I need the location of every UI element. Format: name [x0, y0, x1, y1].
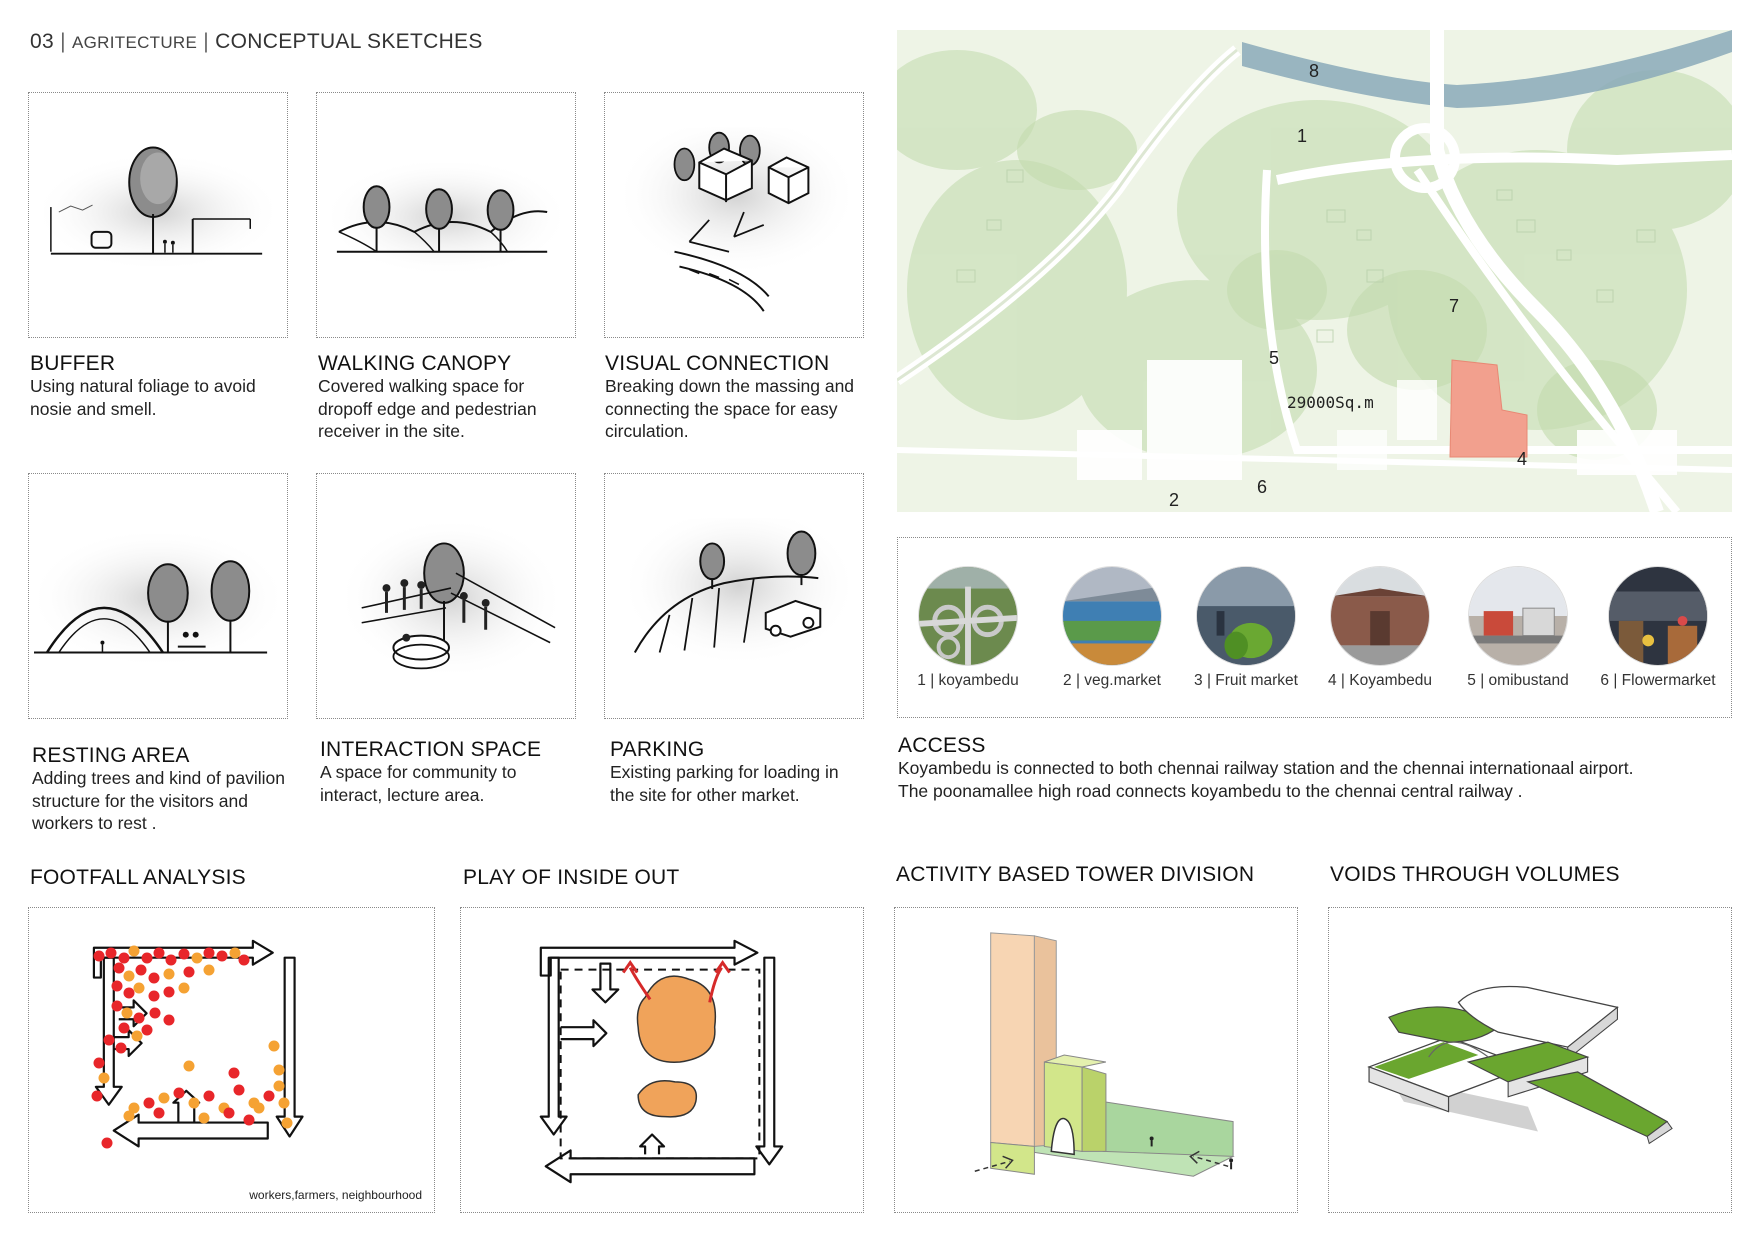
parking-illustration [605, 474, 863, 718]
visual-connection-title: VISUAL CONNECTION [605, 352, 830, 375]
bus-stand-photo-art [1469, 567, 1567, 665]
footfall-dot [129, 946, 140, 957]
footfall-dot [114, 963, 125, 974]
footfall-dot [119, 953, 130, 964]
access-photos-panel [897, 537, 1732, 718]
map-marker-8: 8 [1309, 61, 1320, 81]
buffer-description: Using natural foliage to avoid nosie and smell. [30, 376, 256, 419]
footfall-dot [94, 951, 105, 962]
walking-canopy-illustration [317, 93, 575, 337]
footfall-dot [234, 1085, 245, 1096]
voids-volumes-diagram [1328, 907, 1732, 1213]
page-header [30, 30, 483, 54]
site-map [897, 30, 1732, 512]
footfall-dot [239, 955, 250, 966]
parking-title: PARKING [610, 738, 705, 761]
interaction-space-sketch [316, 473, 576, 719]
footfall-dot [204, 1091, 215, 1102]
voids-through-volumes-title: VOIDS THROUGH VOLUMES [1330, 863, 1620, 886]
photo-caption-2: 2 | veg.market [1063, 672, 1161, 689]
footfall-dot [104, 1035, 115, 1046]
footfall-dot [159, 1093, 170, 1104]
tower-division-title: ACTIVITY BASED TOWER DIVISION [896, 863, 1255, 886]
map-marker-6: 6 [1257, 477, 1268, 497]
fruit-market-photo-art [1197, 567, 1295, 665]
footfall-dot [166, 955, 177, 966]
separator: | [60, 30, 72, 53]
footfall-dot [150, 1008, 161, 1019]
footfall-dot [204, 965, 215, 976]
tower-division-illustration [895, 908, 1297, 1212]
interchange-photo [918, 566, 1018, 666]
photo-caption-6: 6 | Flowermarket [1600, 672, 1716, 689]
footfall-dot [124, 988, 135, 999]
footfall-dot [204, 948, 215, 959]
flower-market-photo-art [1609, 567, 1707, 665]
footfall-dot [142, 953, 153, 964]
resting-area-title: RESTING AREA [32, 744, 190, 767]
footfall-dot [142, 1025, 153, 1036]
station-photo-art [1331, 567, 1429, 665]
buffer-illustration [29, 93, 287, 337]
footfall-dot [116, 1043, 127, 1054]
map-marker-4: 4 [1517, 449, 1528, 469]
photo-caption-4: 4 | Koyambedu [1328, 672, 1432, 689]
footfall-dot [217, 951, 228, 962]
inside-out-illustration [461, 908, 863, 1212]
footfall-dot [279, 1098, 290, 1109]
vegetable-market-photo [1062, 566, 1162, 666]
interaction-space-title: INTERACTION SPACE [320, 738, 542, 761]
footfall-dot [112, 981, 123, 992]
resting-area-description: Adding trees and kind of pavilion structure for the visitors and workers to rest . [32, 768, 285, 833]
footfall-dot [184, 967, 195, 978]
footfall-dot [192, 953, 203, 964]
footfall-dot [132, 1031, 143, 1042]
map-marker-2: 2 [1169, 490, 1180, 510]
footfall-dot [149, 973, 160, 984]
footfall-dot [124, 971, 135, 982]
access-description-line-2: The poonamallee high road connects koyambedu to the chennai central railway . [898, 781, 1523, 801]
map-marker-1: 1 [1297, 126, 1308, 146]
access-title: ACCESS [898, 734, 986, 757]
access-description-line-1: Koyambedu is connected to both chennai railway station and the chennai internationaal airport. [898, 758, 1634, 778]
footfall-dot [274, 1065, 285, 1076]
footfall-dot [92, 1091, 103, 1102]
parking-sketch [604, 473, 864, 719]
footfall-dot [164, 1015, 175, 1026]
brand-name: AGRITECTURE [72, 33, 198, 52]
footfall-dot [94, 1058, 105, 1069]
footfall-dot [199, 1113, 210, 1124]
site-map-drawing [897, 30, 1732, 512]
photo-caption-5: 5 | omibustand [1467, 672, 1569, 689]
footfall-note: workers,farmers, neighbourhood [249, 1188, 422, 1202]
interchange-photo-art [919, 567, 1017, 665]
footfall-dot [264, 1091, 275, 1102]
footfall-dot [244, 1115, 255, 1126]
buffer-title: BUFFER [30, 352, 116, 375]
resting-area-illustration [29, 474, 287, 718]
footfall-dot [134, 1013, 145, 1024]
footfall-dot [122, 1008, 133, 1019]
footfall-dot [164, 969, 175, 980]
photo-caption-1: 1 | koyambedu [917, 672, 1019, 689]
walking-canopy-description: Covered walking space for dropoff edge and pedestrian receiver in the site. [318, 376, 537, 441]
footfall-dot [154, 1108, 165, 1119]
footfall-dot [184, 1061, 195, 1072]
footfall-dot [106, 948, 117, 959]
walking-canopy-sketch [316, 92, 576, 338]
interaction-space-illustration [317, 474, 575, 718]
map-marker-7: 7 [1449, 296, 1460, 316]
footfall-dot [149, 991, 160, 1002]
footfall-dot [224, 1108, 235, 1119]
separator: | [203, 30, 216, 53]
footfall-dot [144, 1098, 155, 1109]
footfall-dot [230, 948, 241, 959]
tower-division-diagram [894, 907, 1298, 1213]
footfall-dot [274, 1081, 285, 1092]
section-title: CONCEPTUAL SKETCHES [215, 30, 483, 53]
walking-canopy-title: WALKING CANOPY [318, 352, 512, 375]
visual-connection-illustration [605, 93, 863, 337]
footfall-dot [112, 1001, 123, 1012]
footfall-dot [134, 983, 145, 994]
footfall-dot [229, 1068, 240, 1079]
footfall-dot [164, 987, 175, 998]
footfall-dot [282, 1118, 293, 1129]
footfall-dot [102, 1138, 113, 1149]
voids-volumes-illustration [1329, 908, 1731, 1212]
inside-out-diagram [460, 907, 864, 1213]
play-of-inside-out-title: PLAY OF INSIDE OUT [463, 866, 680, 889]
section-number: 03 [30, 30, 54, 53]
flower-market-photo [1608, 566, 1708, 666]
buffer-sketch [28, 92, 288, 338]
vegetable-market-photo-art [1063, 567, 1161, 665]
bus-stand-photo [1468, 566, 1568, 666]
resting-area-sketch [28, 473, 288, 719]
footfall-dot [154, 948, 165, 959]
footfall-dot [269, 1041, 280, 1052]
footfall-analysis-title: FOOTFALL ANALYSIS [30, 866, 246, 889]
map-marker-5: 5 [1269, 348, 1280, 368]
footfall-dot [124, 1111, 135, 1122]
footfall-dots-layer [29, 908, 435, 1213]
photo-caption-3: 3 | Fruit market [1194, 672, 1298, 689]
footfall-dot [136, 965, 147, 976]
footfall-analysis-diagram [28, 907, 435, 1213]
site-area-label: 29000Sq.m [1287, 393, 1374, 412]
footfall-dot [179, 983, 190, 994]
interaction-space-description: A space for community to interact, lecture area. [320, 762, 517, 805]
footfall-dot [254, 1103, 265, 1114]
footfall-dot [99, 1073, 110, 1084]
fruit-market-photo [1196, 566, 1296, 666]
parking-description: Existing parking for loading in the site for other market. [610, 762, 839, 805]
visual-connection-description: Breaking down the massing and connecting the space for easy circulation. [605, 376, 855, 441]
footfall-dot [119, 1023, 130, 1034]
station-photo [1330, 566, 1430, 666]
footfall-dot [174, 1088, 185, 1099]
footfall-dot [179, 949, 190, 960]
visual-connection-sketch [604, 92, 864, 338]
footfall-dot [189, 1098, 200, 1109]
